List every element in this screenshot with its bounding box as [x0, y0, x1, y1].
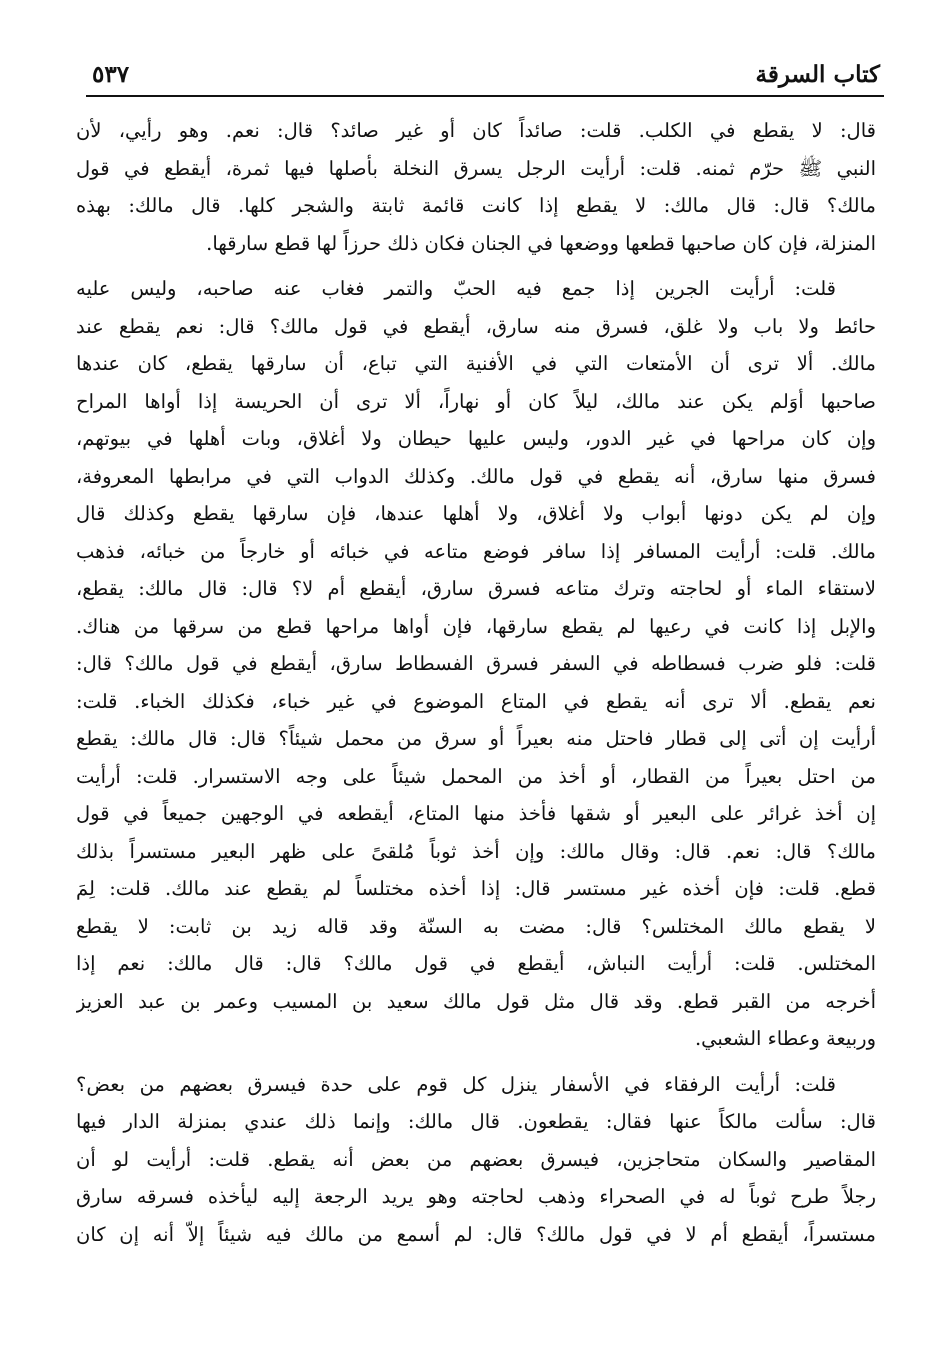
text-line: وربيعة وعطاء الشعبي.: [694, 1027, 876, 1050]
book-title: كتاب السرقة: [755, 61, 880, 88]
text-line: المختلس. قلت: أرأيت النباش، أيقطع في قول مالك؟ قال: قال مالك: نعم إذا: [76, 952, 876, 975]
text-line: لا يقطع مالك المختلس؟ قال: مضت به السنّة وقد قاله زيد بن ثابت: لا يقطع: [76, 914, 876, 938]
text-line: قلت: فلو ضرب فسطاطه في السفر فسرق الفسطاط سارق، أيقطع في قول مالك؟ قال:: [76, 652, 876, 675]
header-rule: [86, 95, 884, 97]
text-line: المقاصير والسكان متحاجزين، فيسرق بعضهم من بعض أنه يقطع. قلت: أرأيت لو أن: [76, 1147, 876, 1171]
text-line: مالك. ألا ترى أن الأمتعات التي في الأفنية التي تباع، أن سارقها يقطع، كان عندها: [76, 352, 876, 375]
text-line: صاحبها أوَلم يكن عند مالك، ليلاً كان أو نهاراً، ألا ترى أن الحريسة إذا أواها المراح: [76, 389, 876, 413]
text-line: المنزلة، فإن كان صاحبها قطعها ووضعها في الجنان فكان ذلك حرزاً لها قطع سارقها.: [206, 231, 876, 255]
paragraph-2: [76, 270, 876, 1058]
text-line: قلت: أرأيت الجرين إذا جمع فيه الحبّ والتمر فغاب عنه صاحبه، وليس عليه: [76, 277, 836, 300]
text-line: أخرجه من القبر قطع. وقد قال مثل قول مالك سعيد بن المسيب وعمر بن عبد العزيز: [76, 989, 876, 1013]
text-line: إن أخذ غرائر على البعير أو شقها فأخذ منها المتاع، أيقطعه في الوجهين جميعاً في قول: [76, 802, 876, 825]
text-line: والإبل إذا كانت في رعيها لم يقطع سارقها، فإن أواها مراحها قطع من سرقها من هناك.: [76, 614, 876, 638]
text-line: قال: لا يقطع في الكلب. قلت: صائداً كان أو غير صائد؟ قال: نعم. وهو رأيي، لأن: [76, 119, 876, 142]
text-line: قطع. قلت: فإن أخذه غير مستسر قال: إذا أخذه مختلساً لم يقطع عند مالك. قلت: لِمَ: [76, 877, 876, 900]
text-line: وإن كان مراحها في غير الدور، وليس عليها حيطان ولا أغلاق، وبات أهلها في بيوتهم،: [76, 427, 876, 450]
text-line: مستسراً، أيقطع أم لا في قول مالك؟ قال: لم أسمع من مالك فيه شيئاً إلاّ أنه إن كان: [76, 1222, 876, 1246]
text-line: مالك؟ قال: نعم. قال: وقال مالك: وإن أخذ ثوباً مُلقىً على ظهر البعير مستسراً بذلك: [76, 839, 876, 863]
text-line: مالك. قلت: أرأيت المسافر إذا سافر فوضع متاعه في خبائه أو خارجاً من خبائه، فذهب: [76, 539, 876, 563]
running-header: [92, 58, 880, 94]
text-line: حائط ولا باب ولا غلق، فسرق منه سارق، أيقطع في قول مالك؟ قال: نعم يقطع عند: [76, 314, 876, 338]
paragraph-1: [76, 112, 876, 262]
page-number: ٥٣٧: [92, 61, 130, 88]
paragraph-3: [76, 1066, 876, 1254]
text-line: النبي ﷺ حرّم ثمنه. قلت: أرأيت الرجل يسرق النخلة بأصلها فيها ثمرة، أيقطع في قول: [76, 156, 876, 180]
text-line: من احتل بعيراً من القطار، أو أخذ من المحمل شيئاً على وجه الاستسرار. قلت: أرأيت: [76, 764, 876, 788]
text-line: نعم يقطع. ألا ترى أنه يقطع في المتاع الموضوع في غير خباء، فكذلك الخباء. قلت:: [76, 689, 876, 713]
text-line: قلت: أرأيت الرفقاء في الأسفار ينزل كل قوم على حدة فيسرق بعضهم من بعض؟: [76, 1072, 836, 1096]
text-line: رجلاً طرح ثوباً له في الصحراء وذهب لحاجته وهو يريد الرجعة إليه ليأخذه فسرقه سارق: [76, 1185, 876, 1208]
text-line: أرأيت إن أتى إلى قطار فاحتل منه بعيراً أو سرق من محمل شيئاً؟ قال: قال مالك: يقطع: [76, 727, 876, 750]
text-line: وإن لم يكن دونها أبواب ولا أغلاق، ولا أهلها عندها، فإن سارقها يقطع وكذلك قال: [76, 502, 876, 525]
text-line: مالك؟ قال: قال مالك: لا يقطع إذا كانت قائمة ثابتة والشجر كلها. قال مالك: بهذه: [76, 194, 876, 217]
body-text: [76, 112, 876, 1253]
text-line: لاستقاء الماء أو لحاجته وترك متاعه فسرق سارق، أيقطع أم لا؟ قال: قال مالك: يقطع،: [76, 577, 876, 600]
text-line: فسرق منها سارق، أنه يقطع في قول مالك. وكذلك الدواب التي في مرابطها المعروفة،: [76, 464, 876, 488]
text-line: قال: سألت مالكاً عنها فقال: يقطعون. قال مالك: وإنما ذلك عندي بمنزلة الدار فيها: [76, 1110, 876, 1133]
